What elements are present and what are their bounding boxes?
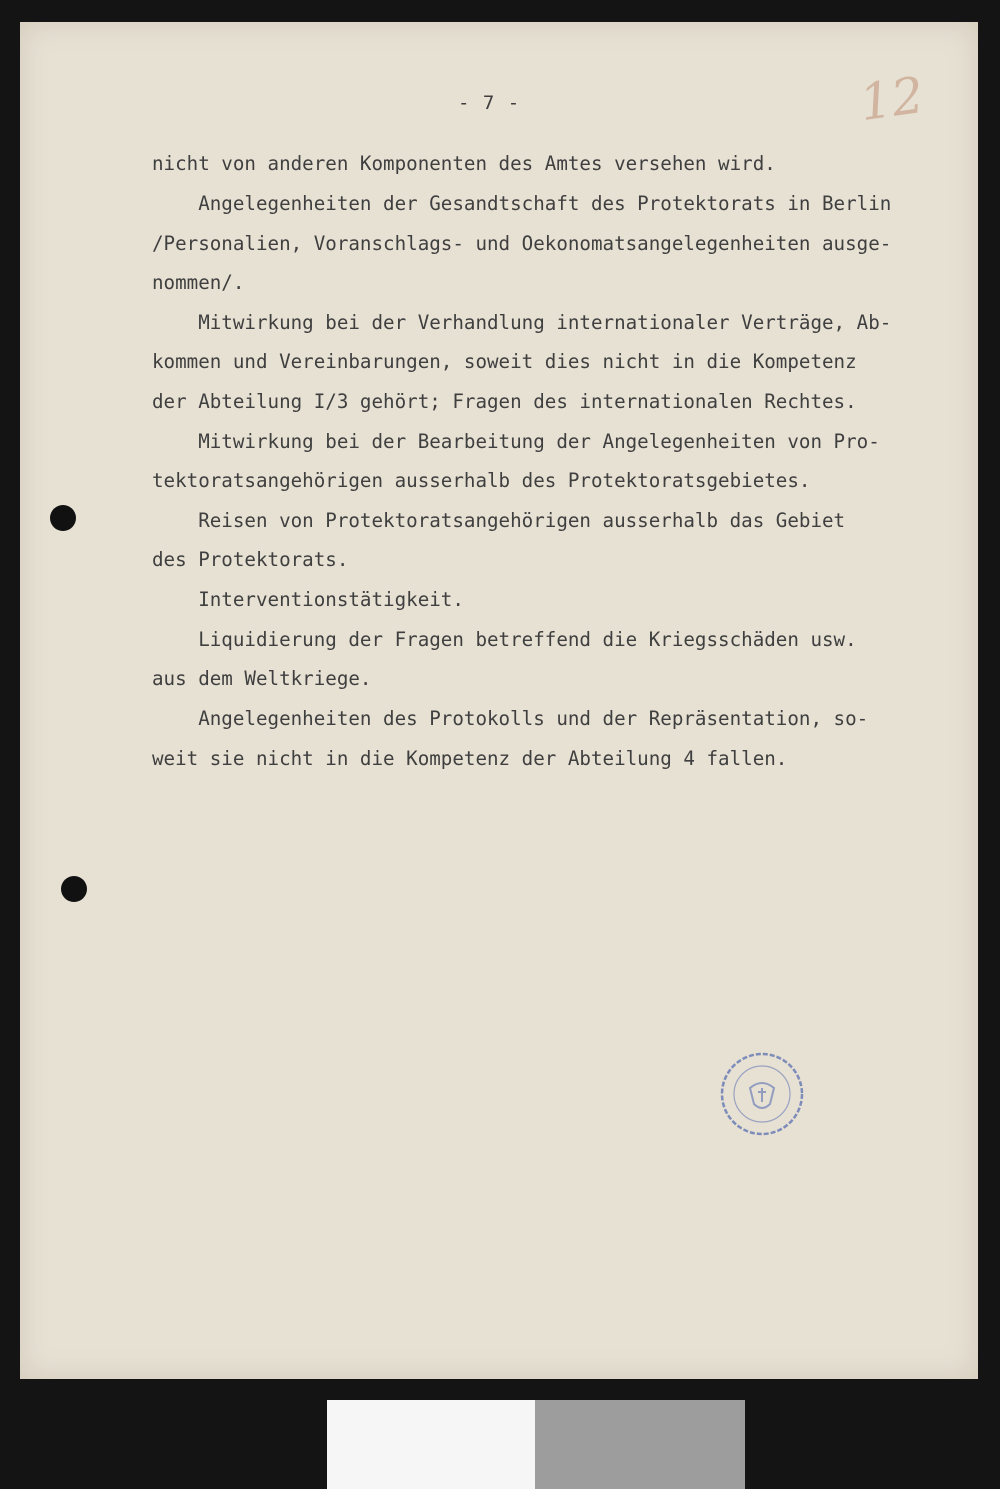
text-line: der Abteilung I/3 gehört; Fragen des internationalen Rechtes.	[152, 390, 857, 413]
text-line: des Protektorats.	[152, 548, 349, 571]
text-line: nommen/.	[152, 271, 245, 294]
punch-hole	[61, 876, 87, 902]
text-line: tektoratsangehörigen ausserhalb des Protektoratsgebietes.	[152, 469, 811, 492]
page-number: - 7 -	[458, 92, 521, 114]
document-sheet	[20, 22, 978, 1379]
punch-hole	[50, 505, 76, 531]
color-reference-white	[327, 1400, 535, 1489]
text-line: /Personalien, Voranschlags- und Oekonomatsangelegenheiten ausge-	[152, 232, 892, 255]
folio-number: 12	[856, 65, 928, 133]
official-stamp	[718, 1050, 806, 1138]
text-line: Mitwirkung bei der Bearbeitung der Angelegenheiten von Pro-	[152, 430, 880, 453]
color-reference-gray	[535, 1400, 745, 1489]
text-line: Mitwirkung bei der Verhandlung internationaler Verträge, Ab-	[152, 311, 892, 334]
text-line: aus dem Weltkriege.	[152, 667, 372, 690]
text-line: Liquidierung der Fragen betreffend die Kriegsschäden usw.	[152, 628, 857, 651]
text-line: weit sie nicht in die Kompetenz der Abteilung 4 fallen.	[152, 747, 788, 770]
text-line: Interventionstätigkeit.	[152, 588, 464, 611]
text-line: nicht von anderen Komponenten des Amtes versehen wird.	[152, 152, 776, 175]
text-line: Angelegenheiten des Protokolls und der Repräsentation, so-	[152, 707, 869, 730]
text-line: Reisen von Protektoratsangehörigen ausserhalb das Gebiet	[152, 509, 846, 532]
text-line: Angelegenheiten der Gesandtschaft des Protektorats in Berlin	[152, 192, 892, 215]
text-line: kommen und Vereinbarungen, soweit dies nicht in die Kompetenz	[152, 350, 857, 373]
